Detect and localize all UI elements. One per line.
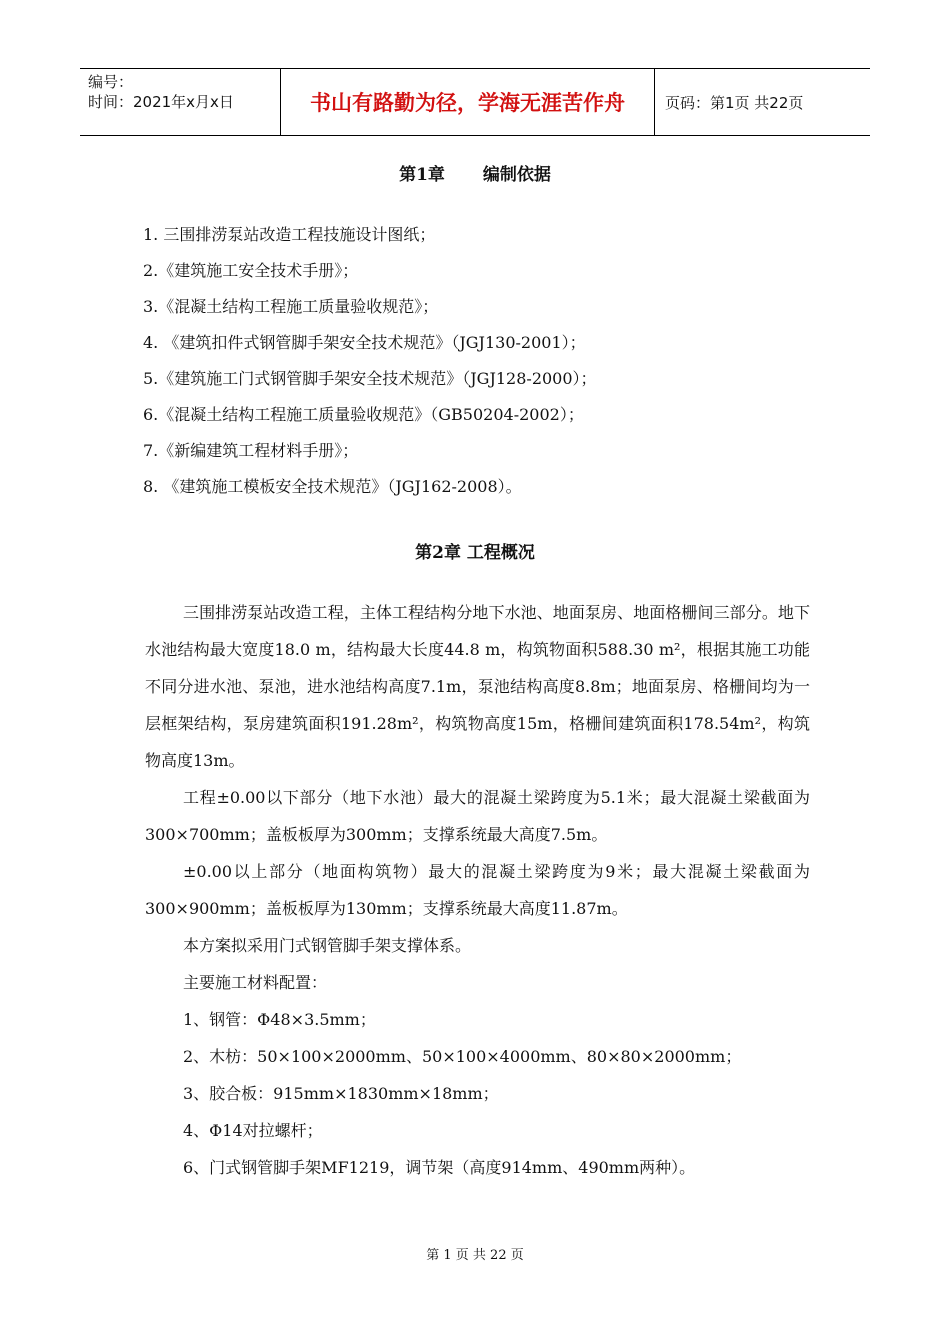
- serial-label: 编号：: [88, 73, 134, 91]
- date-label: 时间：2021年x月x日: [88, 93, 234, 111]
- chapter-1-title: 编制依据: [482, 165, 551, 185]
- list-item: 8. 《建筑施工模板安全技术规范》（JGJ162-2008）。: [143, 477, 522, 496]
- paragraph: 本方案拟采用门式钢管脚手架支撑体系。: [183, 936, 472, 955]
- header-motto: 书山有路勤为径，学海无涯苦作舟: [281, 69, 655, 135]
- list-item: 4. 《建筑扣件式钢管脚手架安全技术规范》（JGJ130-2001）；: [143, 333, 586, 352]
- material-item: 6、门式钢管脚手架MF1219，调节架（高度914mm、490mm两种）。: [183, 1158, 696, 1177]
- page-header: [80, 68, 870, 136]
- list-item: 7.《新编建筑工程材料手册》；: [143, 441, 359, 460]
- material-item: 2、木枋：50×100×2000mm、50×100×4000mm、80×80×2000mm；: [183, 1047, 742, 1066]
- list-item: 2.《建筑施工安全技术手册》；: [143, 261, 359, 280]
- chapter-2-heading: 第2章 工程概况: [415, 543, 535, 563]
- basis-list: [143, 220, 843, 508]
- header-page-info: 页码：第1页 共22页: [665, 93, 804, 112]
- paragraph: 三围排涝泵站改造工程，主体工程结构分地下水池、地面泵房、地面格栅间三部分。地下水池结构最大宽度18.0 m，结构最大长度44.8 m，构筑物面积588.30 m²，根据其施工功能不同分进水池、泵池，进水池结构高度7.1m，泵池结构高度8.8m；地面泵房、格栅间均为一层框架结构，泵房建筑面积191.28m²，构筑物高度15m，格栅间建筑面积178.54m²，构筑物高度13m。: [145, 603, 810, 770]
- paragraph: 工程±0.00以下部分（地下水池）最大的混凝土梁跨度为5.1米；最大混凝土梁截面为300×700mm；盖板板厚为300mm；支撑系统最大高度7.5m。: [145, 788, 810, 844]
- list-item: 1. 三围排涝泵站改造工程技施设计图纸；: [143, 225, 436, 244]
- material-item: 3、胶合板：915mm×1830mm×18mm；: [183, 1084, 499, 1103]
- chapter-1-heading: [0, 160, 950, 185]
- list-item: 3.《混凝土结构工程施工质量验收规范》；: [143, 297, 439, 316]
- material-item: 1、钢管：Φ48×3.5mm；: [183, 1010, 376, 1029]
- list-item: 6.《混凝土结构工程施工质量验收规范》（GB50204-2002）；: [143, 405, 584, 424]
- list-item: 5.《建筑施工门式钢管脚手架安全技术规范》（JGJ128-2000）；: [143, 369, 597, 388]
- material-item: 4、Φ14对拉螺杆；: [183, 1121, 323, 1140]
- chapter-1-number: 第1章: [399, 165, 445, 185]
- page-footer: 第 1 页 共 22 页: [426, 1248, 524, 1263]
- chapter-2-body: [145, 594, 810, 1186]
- paragraph: 主要施工材料配置：: [183, 973, 328, 992]
- header-meta: [80, 69, 281, 135]
- paragraph: ±0.00以上部分（地面构筑物）最大的混凝土梁跨度为9米；最大混凝土梁截面为300×900mm；盖板板厚为130mm；支撑系统最大高度11.87m。: [145, 862, 810, 918]
